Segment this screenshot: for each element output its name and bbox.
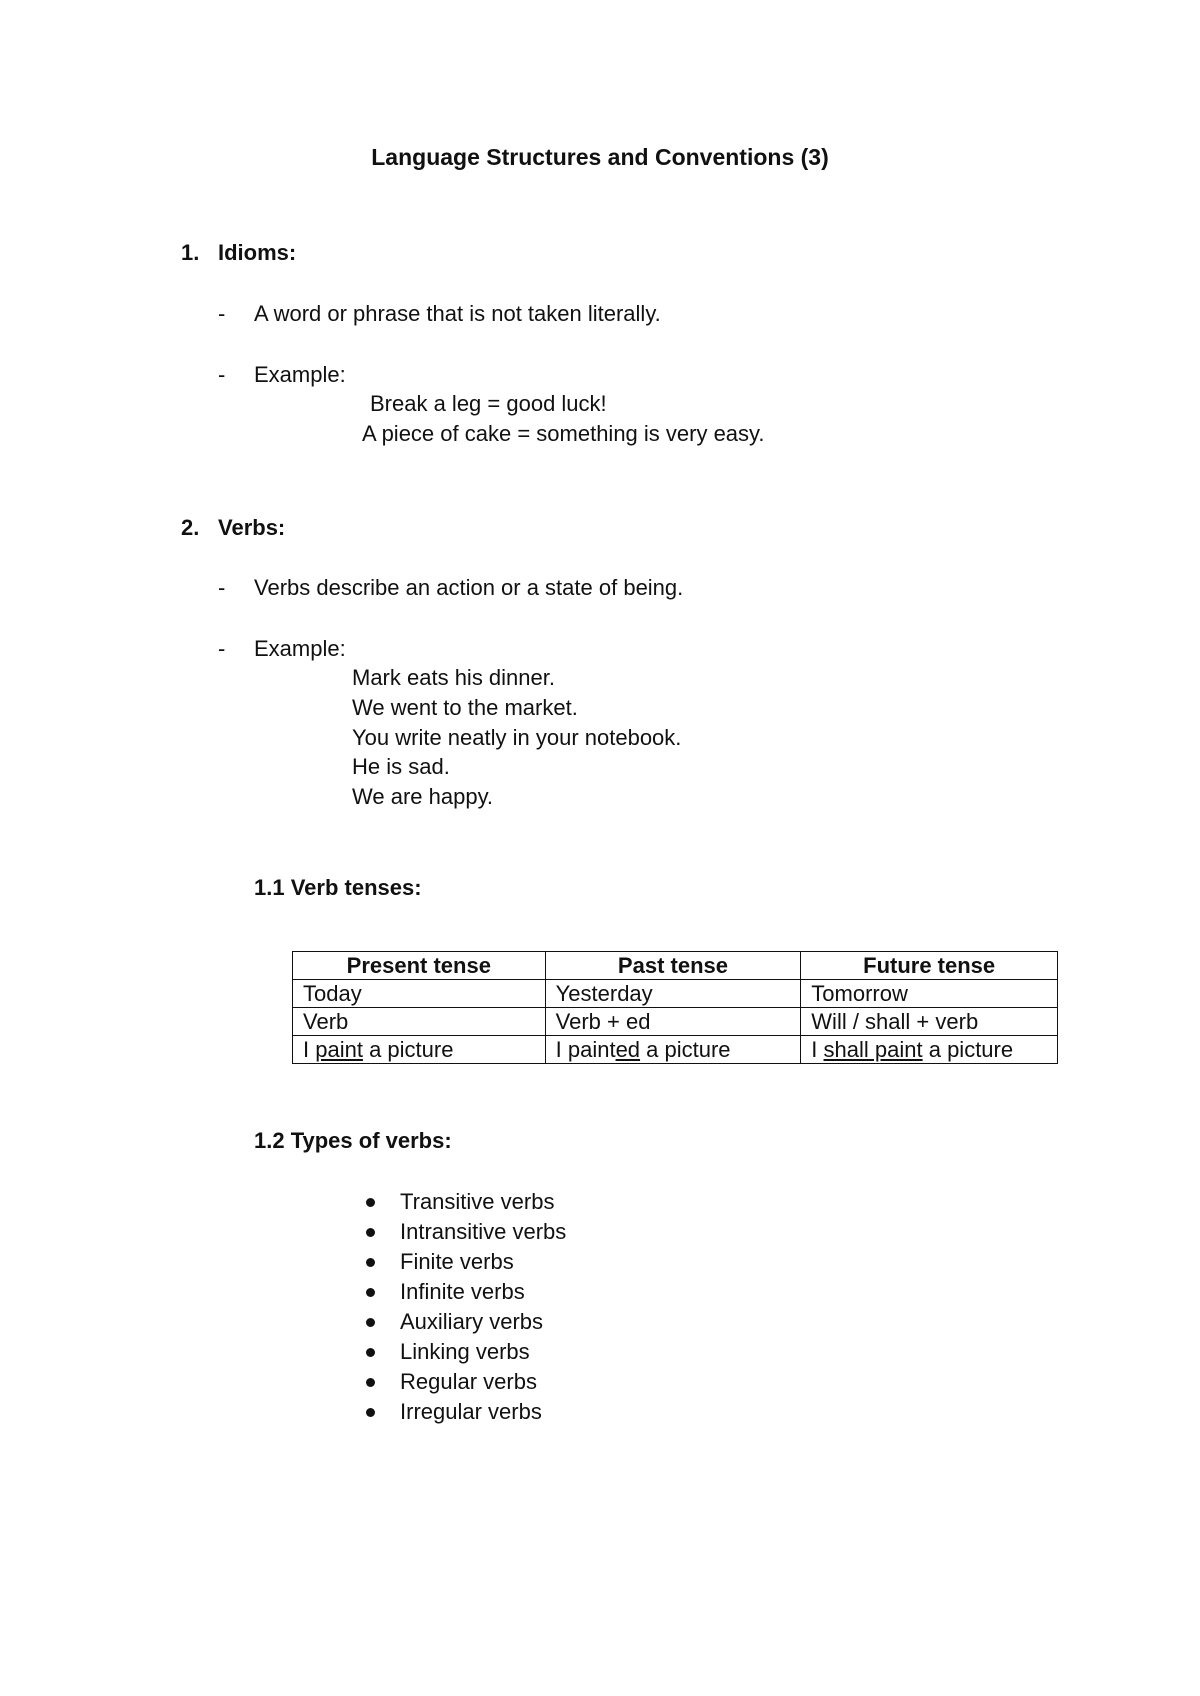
list-item-label: Irregular verbs [400,1399,542,1424]
list-item [360,1217,566,1247]
cell-text: a picture [362,1037,454,1062]
list-item [360,1307,566,1337]
dash-bullet: - [218,636,226,661]
section-number-verbs: 2. [181,515,200,540]
table-row [293,980,1058,1008]
list-item [360,1397,566,1427]
list-item [360,1337,566,1367]
bullet-icon [366,1318,375,1327]
list-item-label: Transitive verbs [400,1189,555,1214]
list-item-label: Linking verbs [400,1339,530,1364]
list-item-label: Auxiliary verbs [400,1309,544,1334]
verbs-example-label: Example: [254,636,346,661]
table-cell [801,1036,1058,1064]
dash-bullet: - [218,301,226,326]
verb-example: We went to the market. [352,695,578,720]
cell-text: a picture [640,1037,731,1062]
table-cell: Verb [293,1008,546,1036]
column-header: Future tense [801,952,1058,980]
cell-text: I [303,1037,316,1062]
subsection-heading-tenses: 1.1 Verb tenses: [254,875,422,900]
verb-tenses-table [292,951,1058,1064]
verb-types-list [360,1187,566,1427]
cell-text: I [811,1037,824,1062]
section-number-idioms: 1. [181,240,200,265]
bullet-icon [366,1258,375,1267]
idiom-example: A piece of cake = something is very easy. [362,421,765,446]
bullet-icon [366,1288,375,1297]
column-header: Past tense [545,952,801,980]
table-cell [293,1036,546,1064]
cell-text: a picture [922,1037,1014,1062]
table-cell: Today [293,980,546,1008]
idioms-example-label: Example: [254,362,346,387]
idioms-definition: A word or phrase that is not taken literally. [254,301,661,326]
column-header: Present tense [293,952,546,980]
list-item-label: Intransitive verbs [400,1219,567,1244]
verb-example: You write neatly in your notebook. [352,725,682,750]
table-cell: Will / shall + verb [801,1008,1058,1036]
list-item [360,1367,566,1397]
bullet-icon [366,1378,375,1387]
list-item-label: Regular verbs [400,1369,537,1394]
table-cell: Verb + ed [545,1008,801,1036]
verb-example: Mark eats his dinner. [352,665,555,690]
subsection-heading-types: 1.2 Types of verbs: [254,1128,452,1153]
table-row [293,1036,1058,1064]
cell-text: I paint [555,1037,616,1062]
list-item-label: Finite verbs [400,1249,514,1274]
verbs-definition: Verbs describe an action or a state of being. [254,575,684,600]
underlined-verb: paint [315,1037,363,1062]
table-cell [545,1036,801,1064]
document-title: Language Structures and Conventions (3) [371,144,829,170]
idiom-example: Break a leg = good luck! [370,391,607,416]
section-heading-idioms: Idioms: [218,240,297,265]
underlined-suffix: ed [615,1037,641,1062]
underlined-verb: shall paint [823,1037,923,1062]
section-heading-verbs: Verbs: [218,515,286,540]
verb-example: He is sad. [352,754,450,779]
table-cell: Yesterday [545,980,801,1008]
dash-bullet: - [218,575,226,600]
bullet-icon [366,1228,375,1237]
bullet-icon [366,1408,375,1417]
verb-example: We are happy. [352,784,494,809]
table-header-row [293,952,1058,980]
list-item [360,1187,566,1217]
list-item-label: Infinite verbs [400,1279,525,1304]
bullet-icon [366,1348,375,1357]
dash-bullet: - [218,362,226,387]
bullet-icon [366,1198,375,1207]
table-row [293,1008,1058,1036]
list-item [360,1277,566,1307]
list-item [360,1247,566,1277]
table-cell: Tomorrow [801,980,1058,1008]
